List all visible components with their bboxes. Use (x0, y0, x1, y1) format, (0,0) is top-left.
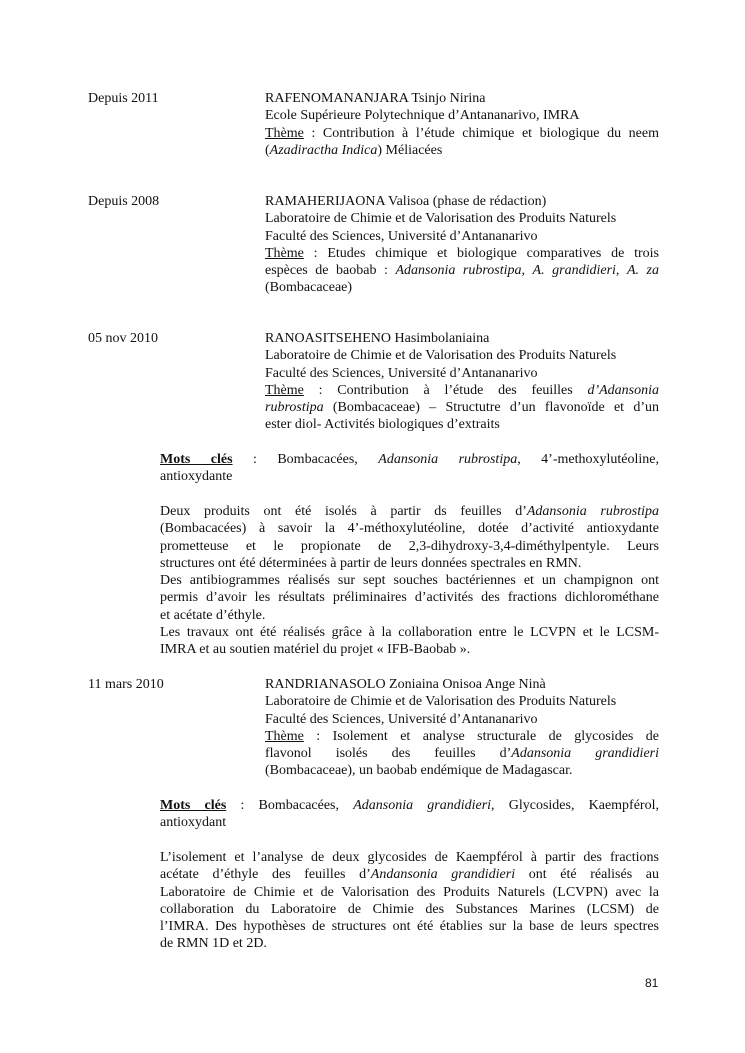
affiliation-line: Faculté des Sciences, Université d’Antananarivo (265, 228, 538, 244)
abstract-line: permis d’avoir les résultats préliminaires d’activités des fractions dichlorométhane (160, 590, 659, 606)
student-name: RANOASITSEHENO Hasimbolaniaina (265, 331, 490, 346)
page-number: 81 (645, 976, 659, 990)
abstract (160, 503, 659, 659)
abstract-line: acétate d’éthyle des feuilles d’Andansonia grandidieri ont été réalisés au (160, 867, 660, 883)
theme-line: Thème : Contribution à l’étude chimique et biologique du neem (265, 125, 659, 141)
theme-line: espèces de baobab : Adansonia rubrostipa, A. grandidieri, A. za (265, 263, 660, 279)
species-name: Azadiractha Indica (269, 142, 378, 158)
species-name: A. za (626, 263, 660, 279)
theme-line: (Bombacaceae), un baobab endémique de Madagascar. (265, 763, 573, 779)
affiliation-line: Faculté des Sciences, Université d’Antananarivo (265, 365, 538, 381)
entry-date: Depuis 2008 (88, 194, 160, 209)
abstract-line: prometteuse et le propionate de 2,3-dihydroxy-3,4-diméthylpentyle. Leurs (160, 538, 659, 554)
abstract-line: (Bombacacées) à savoir la 4’-méthoxylutéoline, dotée d’activité antioxydante (160, 521, 659, 537)
student-name: RAMAHERIJAONA Valisoa (phase de rédaction) (265, 194, 547, 209)
student-name: RAFENOMANANJARA Tsinjo Nirina (265, 91, 486, 106)
species-name: A. grandidieri (532, 263, 616, 279)
abstract-line: et acétate d’éthyle. (160, 607, 266, 623)
abstract-line: L’isolement et l’analyse de deux glycosides de Kaempférol à partir des fractions (160, 850, 659, 865)
abstract-line: de RMN 1D et 2D. (160, 936, 267, 952)
affiliation-line: Faculté des Sciences, Université d’Antananarivo (265, 711, 538, 727)
entry-info (265, 676, 659, 780)
entry-info (265, 330, 659, 434)
affiliation-line: Laboratoire de Chimie et de Valorisation des Produits Naturels (265, 211, 617, 227)
abstract-line: collaboration du Laboratoire de Chimie des Substances Marines (LCSM) de (160, 901, 659, 917)
theme-line: rubrostipa (Bombacaceae) – Structutre d’un flavonoïde et d’un (265, 400, 659, 416)
theme-line: Thème : Etudes chimique et biologique comparatives de trois (265, 245, 659, 261)
theme-line: Thème : Isolement et analyse structurale de glycosides de (265, 728, 659, 744)
abstract (160, 849, 659, 953)
affiliation-line: Laboratoire de Chimie et de Valorisation des Produits Naturels (265, 348, 617, 364)
keywords-label: Mots clés (160, 798, 227, 813)
entry-info (265, 90, 659, 159)
theme-line: (Azadiractha Indica) Méliacées (265, 142, 443, 158)
theme-line: (Bombacaceae) (265, 280, 353, 296)
affiliation-line: Ecole Supérieure Polytechnique d’Antananarivo, IMRA (265, 108, 580, 124)
abstract-line: IMRA et au soutien matériel du projet « IFB-Baobab ». (160, 642, 471, 658)
species-name: Adansonia rubrostipa (395, 263, 522, 279)
theme-label: Thème (265, 245, 304, 261)
abstract-line: l’IMRA. Des hypothèses de structures ont été établies sur la base de leurs spectres (160, 919, 659, 935)
entry-date: Depuis 2011 (88, 91, 159, 106)
theme-line: Thème : Contribution à l’étude des feuilles d’Adansonia (265, 382, 659, 398)
abstract-line: structures ont été déterminées à partir de leurs données spectrales en RMN. (160, 555, 582, 571)
theme-label: Thème (265, 125, 304, 141)
theme-line: flavonol isolés des feuilles d’Adansonia grandidieri (265, 746, 660, 762)
abstract-line: Deux produits ont été isolés à partir ds feuilles d’Adansonia rubrostipa (160, 504, 659, 519)
theme-line: ester diol- Activités biologiques d’extraits (265, 417, 500, 433)
abstract-line: Les travaux ont été réalisés grâce à la collaboration entre le LCVPN et le LCSM- (160, 625, 659, 641)
theme-label: Thème (265, 728, 304, 744)
affiliation-line: Laboratoire de Chimie et de Valorisation des Produits Naturels (265, 694, 617, 710)
entry-info (265, 193, 659, 297)
entry-date: 11 mars 2010 (88, 677, 164, 692)
student-name: RANDRIANASOLO Zoniaina Onisoa Ange Ninà (265, 677, 546, 692)
abstract-line: Laboratoire de Chimie et de Valorisation des Produits Naturels (LCVPN) avec la (160, 884, 659, 900)
keywords: Mots clés : Bombacacées, Adansonia rubrostipa, 4’-methoxylutéoline, antioxydante (160, 452, 659, 485)
abstract-line: Des antibiogrammes réalisés sur sept souches bactériennes et un champignon ont (160, 573, 659, 589)
entry-date: 05 nov 2010 (88, 331, 158, 346)
theme-label: Thème (265, 382, 304, 398)
keywords: Mots clés : Bombacacées, Adansonia grandidieri, Glycosides, Kaempférol, antioxydant (160, 798, 659, 831)
keywords-label: Mots clés (160, 452, 233, 467)
